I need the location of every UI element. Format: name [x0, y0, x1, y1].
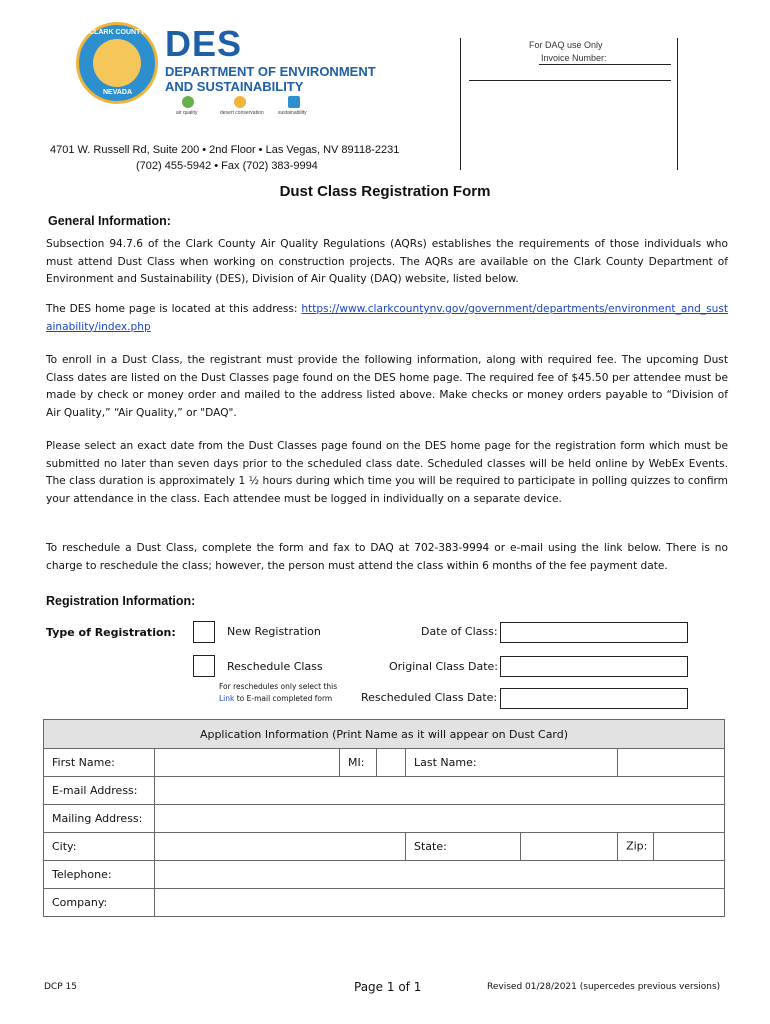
- division-label-2: desert conservation: [220, 110, 264, 116]
- rescheduled-class-date-label: Rescheduled Class Date:: [361, 691, 498, 704]
- agency-address: 4701 W. Russell Rd, Suite 200 • 2nd Floor • Las Vegas, NV 89118-2231: [50, 144, 400, 156]
- invoice-number-label: Invoice Number:: [541, 53, 607, 63]
- company-label: Company:: [44, 889, 155, 917]
- division-label-3: sustainability: [278, 110, 307, 116]
- general-paragraph-3: To enroll in a Dust Class, the registrant must provide the following information, along with required fee. The upcoming Dust Class dates are listed on the Dust Classes page found on the DES home page. The required fee of $45.50 per attendee must be made by check or money order and mailed to the address listed above. Make checks or money orders payable to “Division of Air Quality,” “Air Quality,” or "DAQ".: [46, 354, 728, 419]
- seal-ring-top-text: CLARK COUNTY: [89, 29, 145, 36]
- rescheduled-class-date-field[interactable]: [500, 688, 688, 709]
- clark-county-seal-logo: [76, 22, 158, 104]
- general-info-heading: General Information:: [48, 214, 171, 228]
- table-row: [44, 749, 725, 777]
- company-input[interactable]: [155, 889, 725, 917]
- des-logo-text: DES: [165, 23, 243, 64]
- registration-info-heading: Registration Information:: [46, 594, 196, 608]
- date-of-class-field[interactable]: [500, 622, 688, 643]
- date-of-class-label: Date of Class:: [421, 625, 498, 638]
- reschedule-note-line1: For reschedules only select this: [219, 682, 338, 691]
- first-name-input[interactable]: [155, 749, 340, 777]
- org-name-line2: AND SUSTAINABILITY: [165, 79, 304, 94]
- reschedule-class-label: Reschedule Class: [227, 660, 323, 673]
- reschedule-class-checkbox[interactable]: [193, 655, 215, 677]
- city-input[interactable]: [155, 833, 406, 861]
- table-row: [44, 777, 725, 805]
- first-name-label: First Name:: [44, 749, 155, 777]
- new-registration-checkbox[interactable]: [193, 621, 215, 643]
- state-label: State:: [406, 833, 521, 861]
- seal-ring-bottom-text: NEVADA: [103, 89, 133, 96]
- reschedule-note: [219, 681, 337, 705]
- application-info-header: Application Information (Print Name as it will appear on Dust Card): [44, 720, 725, 749]
- daq-use-only-box: [460, 38, 678, 170]
- seal-figures-icon: [93, 39, 141, 87]
- general-paragraph-1: Subsection 94.7.6 of the Clark County Air Quality Regulations (AQRs) establishes the requirements of those individuals who must attend Dust Class when working on construction projects. The AQRs are available on the Clark County Department of Environment and Sustainability (DES), Division of Air Quality (DAQ) website, listed below.: [46, 238, 728, 285]
- table-row: [44, 889, 725, 917]
- general-paragraph-5: To reschedule a Dust Class, complete the form and fax to DAQ at 702-383-9994 or e-mail using the link below. There is no charge to reschedule the class; however, the person must attend the class within 6 months of the fee payment date.: [46, 542, 728, 572]
- table-row: [44, 805, 725, 833]
- sustainability-icon: [288, 96, 300, 108]
- org-name-line1: DEPARTMENT OF ENVIRONMENT: [165, 64, 376, 79]
- original-class-date-label: Original Class Date:: [389, 660, 498, 673]
- new-registration-label: New Registration: [227, 625, 321, 638]
- division-label-1: air quality: [176, 110, 198, 116]
- zip-cell[interactable]: [618, 833, 725, 861]
- mailing-address-input[interactable]: [155, 805, 725, 833]
- state-input[interactable]: [521, 833, 618, 861]
- table-row: [44, 861, 725, 889]
- homepage-prefix: The DES home page is located at this address:: [46, 303, 302, 315]
- original-class-date-field[interactable]: [500, 656, 688, 677]
- zip-label: Zip:: [626, 839, 648, 853]
- reschedule-email-link[interactable]: Link: [219, 694, 235, 703]
- telephone-input[interactable]: [155, 861, 725, 889]
- general-paragraph-4: Please select an exact date from the Dust Classes page found on the DES home page for the registration form which must be submitted no later than seven days prior to the scheduled class date. Scheduled classes will be held online by WebEx Events. The class duration is approximately 1 ½ hours during which time you will be required to participate in polling quizzes to confirm your attendance in the class. Each attendee must be logged in individually on a separate device.: [46, 440, 728, 505]
- last-name-label: Last Name:: [406, 749, 618, 777]
- city-label: City:: [44, 833, 155, 861]
- agency-phone-fax: (702) 455-5942 • Fax (702) 383-9994: [136, 160, 318, 172]
- homepage-paragraph: [46, 301, 728, 336]
- desert-conservation-icon: [234, 96, 246, 108]
- type-of-registration-label: Type of Registration:: [46, 626, 176, 639]
- mailing-address-label: Mailing Address:: [44, 805, 155, 833]
- division-icons: [176, 96, 326, 118]
- revised-date: Revised 01/28/2021 (supercedes previous versions): [487, 982, 721, 992]
- form-title: Dust Class Registration Form: [279, 183, 491, 200]
- email-input[interactable]: [155, 777, 725, 805]
- des-homepage-link[interactable]: https://www.clarkcountynv.gov/government/departments/environment_and_sustainability/index.php: [46, 303, 728, 333]
- invoice-number-line[interactable]: [539, 64, 671, 65]
- table-row: [44, 833, 725, 861]
- daq-divider: [469, 80, 671, 81]
- last-name-input[interactable]: [618, 749, 725, 777]
- form-code: DCP 15: [44, 982, 77, 992]
- mi-label: MI:: [340, 749, 377, 777]
- application-info-table: [43, 719, 725, 917]
- mi-input[interactable]: [377, 749, 406, 777]
- email-label: E-mail Address:: [44, 777, 155, 805]
- page-number: Page 1 of 1: [354, 980, 422, 994]
- air-quality-icon: [182, 96, 194, 108]
- daq-use-only-label: For DAQ use Only: [529, 40, 603, 50]
- telephone-label: Telephone:: [44, 861, 155, 889]
- reschedule-note-line2: to E-mail completed form: [234, 694, 333, 703]
